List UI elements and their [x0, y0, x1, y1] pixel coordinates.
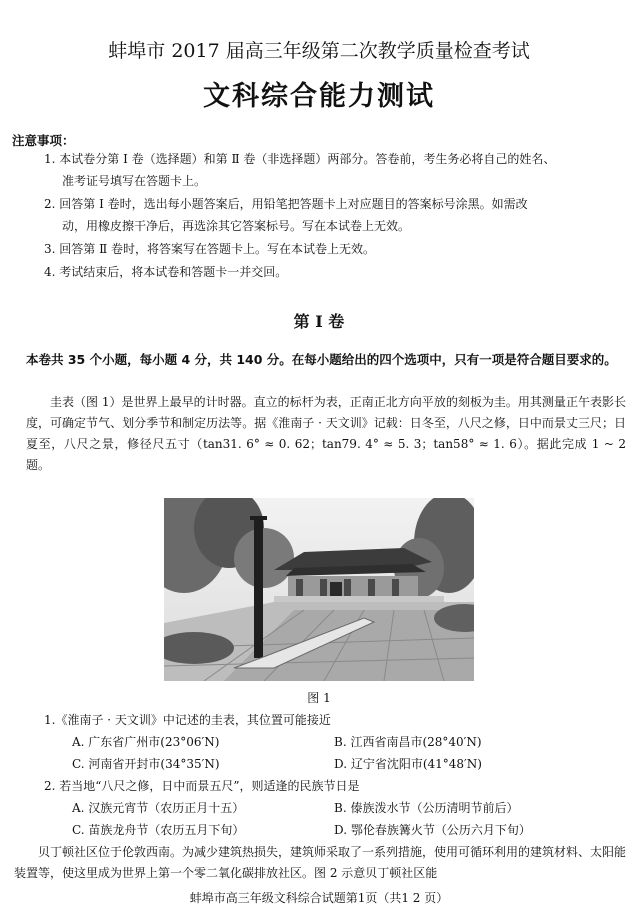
question-1-stem: 1.《淮南子 · 天文训》中记述的圭表，其位置可能接近 [44, 713, 331, 727]
figure-1-photo [164, 498, 474, 681]
question-2-option-c: C. 苗族龙舟节（农历五月下旬） [72, 823, 245, 837]
notice-line: 动，用橡皮擦干净后，再选涂其它答案标号。写在本试卷上无效。 [62, 219, 411, 233]
figure-1-caption: 图 1 [307, 691, 331, 705]
question-1-option-b: B. 江西省南昌市(28°40′N) [334, 735, 482, 749]
notice-heading: 注意事项： [12, 133, 75, 148]
section-instruction: 本卷共 35 个小题，每小题 4 分，共 140 分。在每小题给出的四个选项中，只有一项是符合题目要求的。 [26, 352, 617, 367]
page-footer: 蚌埠市高三年级文科综合试题第1页（共1 2 页） [189, 891, 449, 905]
question-2-option-d: D. 鄂伦春族篝火节（公历六月下旬） [334, 823, 531, 837]
section-title: 第 Ⅰ 卷 [293, 312, 345, 331]
question-1-option-a: A. 广东省广州市(23°06′N) [72, 735, 220, 749]
exam-title: 蚌埠市 2017 届高三年级第二次教学质量检查考试 [108, 40, 530, 62]
intro-paragraph: 圭表（图 1）是世界上最早的计时器。直立的标杆为表，正南正北方向平放的刻板为圭。用其测量正午表影长度，可确定节气、划分季节和制定历法等。据《淮南子 · 天文训》记载：日冬至，八尺之修，日中而景丈三尺；日夏至，八尺之景，修径尺五寸（tan31. 6° ≈ 0. 62；tan79. 4° ≈ 5. 3；tan58° ≈ 1. 6）。据此完成 1 ~ 2 题。 [26, 395, 626, 472]
notice-line: 1. 本试卷分第 Ⅰ 卷（选择题）和第 Ⅱ 卷（非选择题）两部分。答卷前，考生务必将自己的姓名、 [44, 152, 556, 166]
question-1-option-c: C. 河南省开封市(34°35′N) [72, 757, 220, 771]
exam-subject-title: 文科综合能力测试 [203, 81, 435, 112]
question-2-option-a: A. 汉族元宵节（农历正月十五） [72, 801, 245, 815]
question-2-stem: 2. 若当地“八尺之修，日中而景五尺”，则适逢的民族节日是 [44, 779, 360, 793]
notice-line: 4. 考试结束后，将本试卷和答题卡一并交回。 [44, 265, 288, 279]
notice-line: 准考证号填写在答题卡上。 [62, 174, 207, 188]
passage-2-paragraph: 贝丁顿社区位于伦敦西南。为减少建筑热损失，建筑师采取了一系列措施，使用可循环利用的建筑材料、太阳能装置等，使这里成为世界上第一个零二氧化碳排放社区。图 2 示意贝丁顿社区能 [14, 845, 626, 880]
question-2-option-b: B. 傣族泼水节（公历清明节前后） [334, 801, 519, 815]
notice-line: 2. 回答第 Ⅰ 卷时，选出每小题答案后，用铅笔把答题卡上对应题目的答案标号涂黑。如需改 [44, 197, 528, 211]
notice-line: 3. 回答第 Ⅱ 卷时，将答案写在答题卡上。写在本试卷上无效。 [44, 242, 376, 256]
question-1-option-d: D. 辽宁省沈阳市(41°48′N) [334, 757, 482, 771]
